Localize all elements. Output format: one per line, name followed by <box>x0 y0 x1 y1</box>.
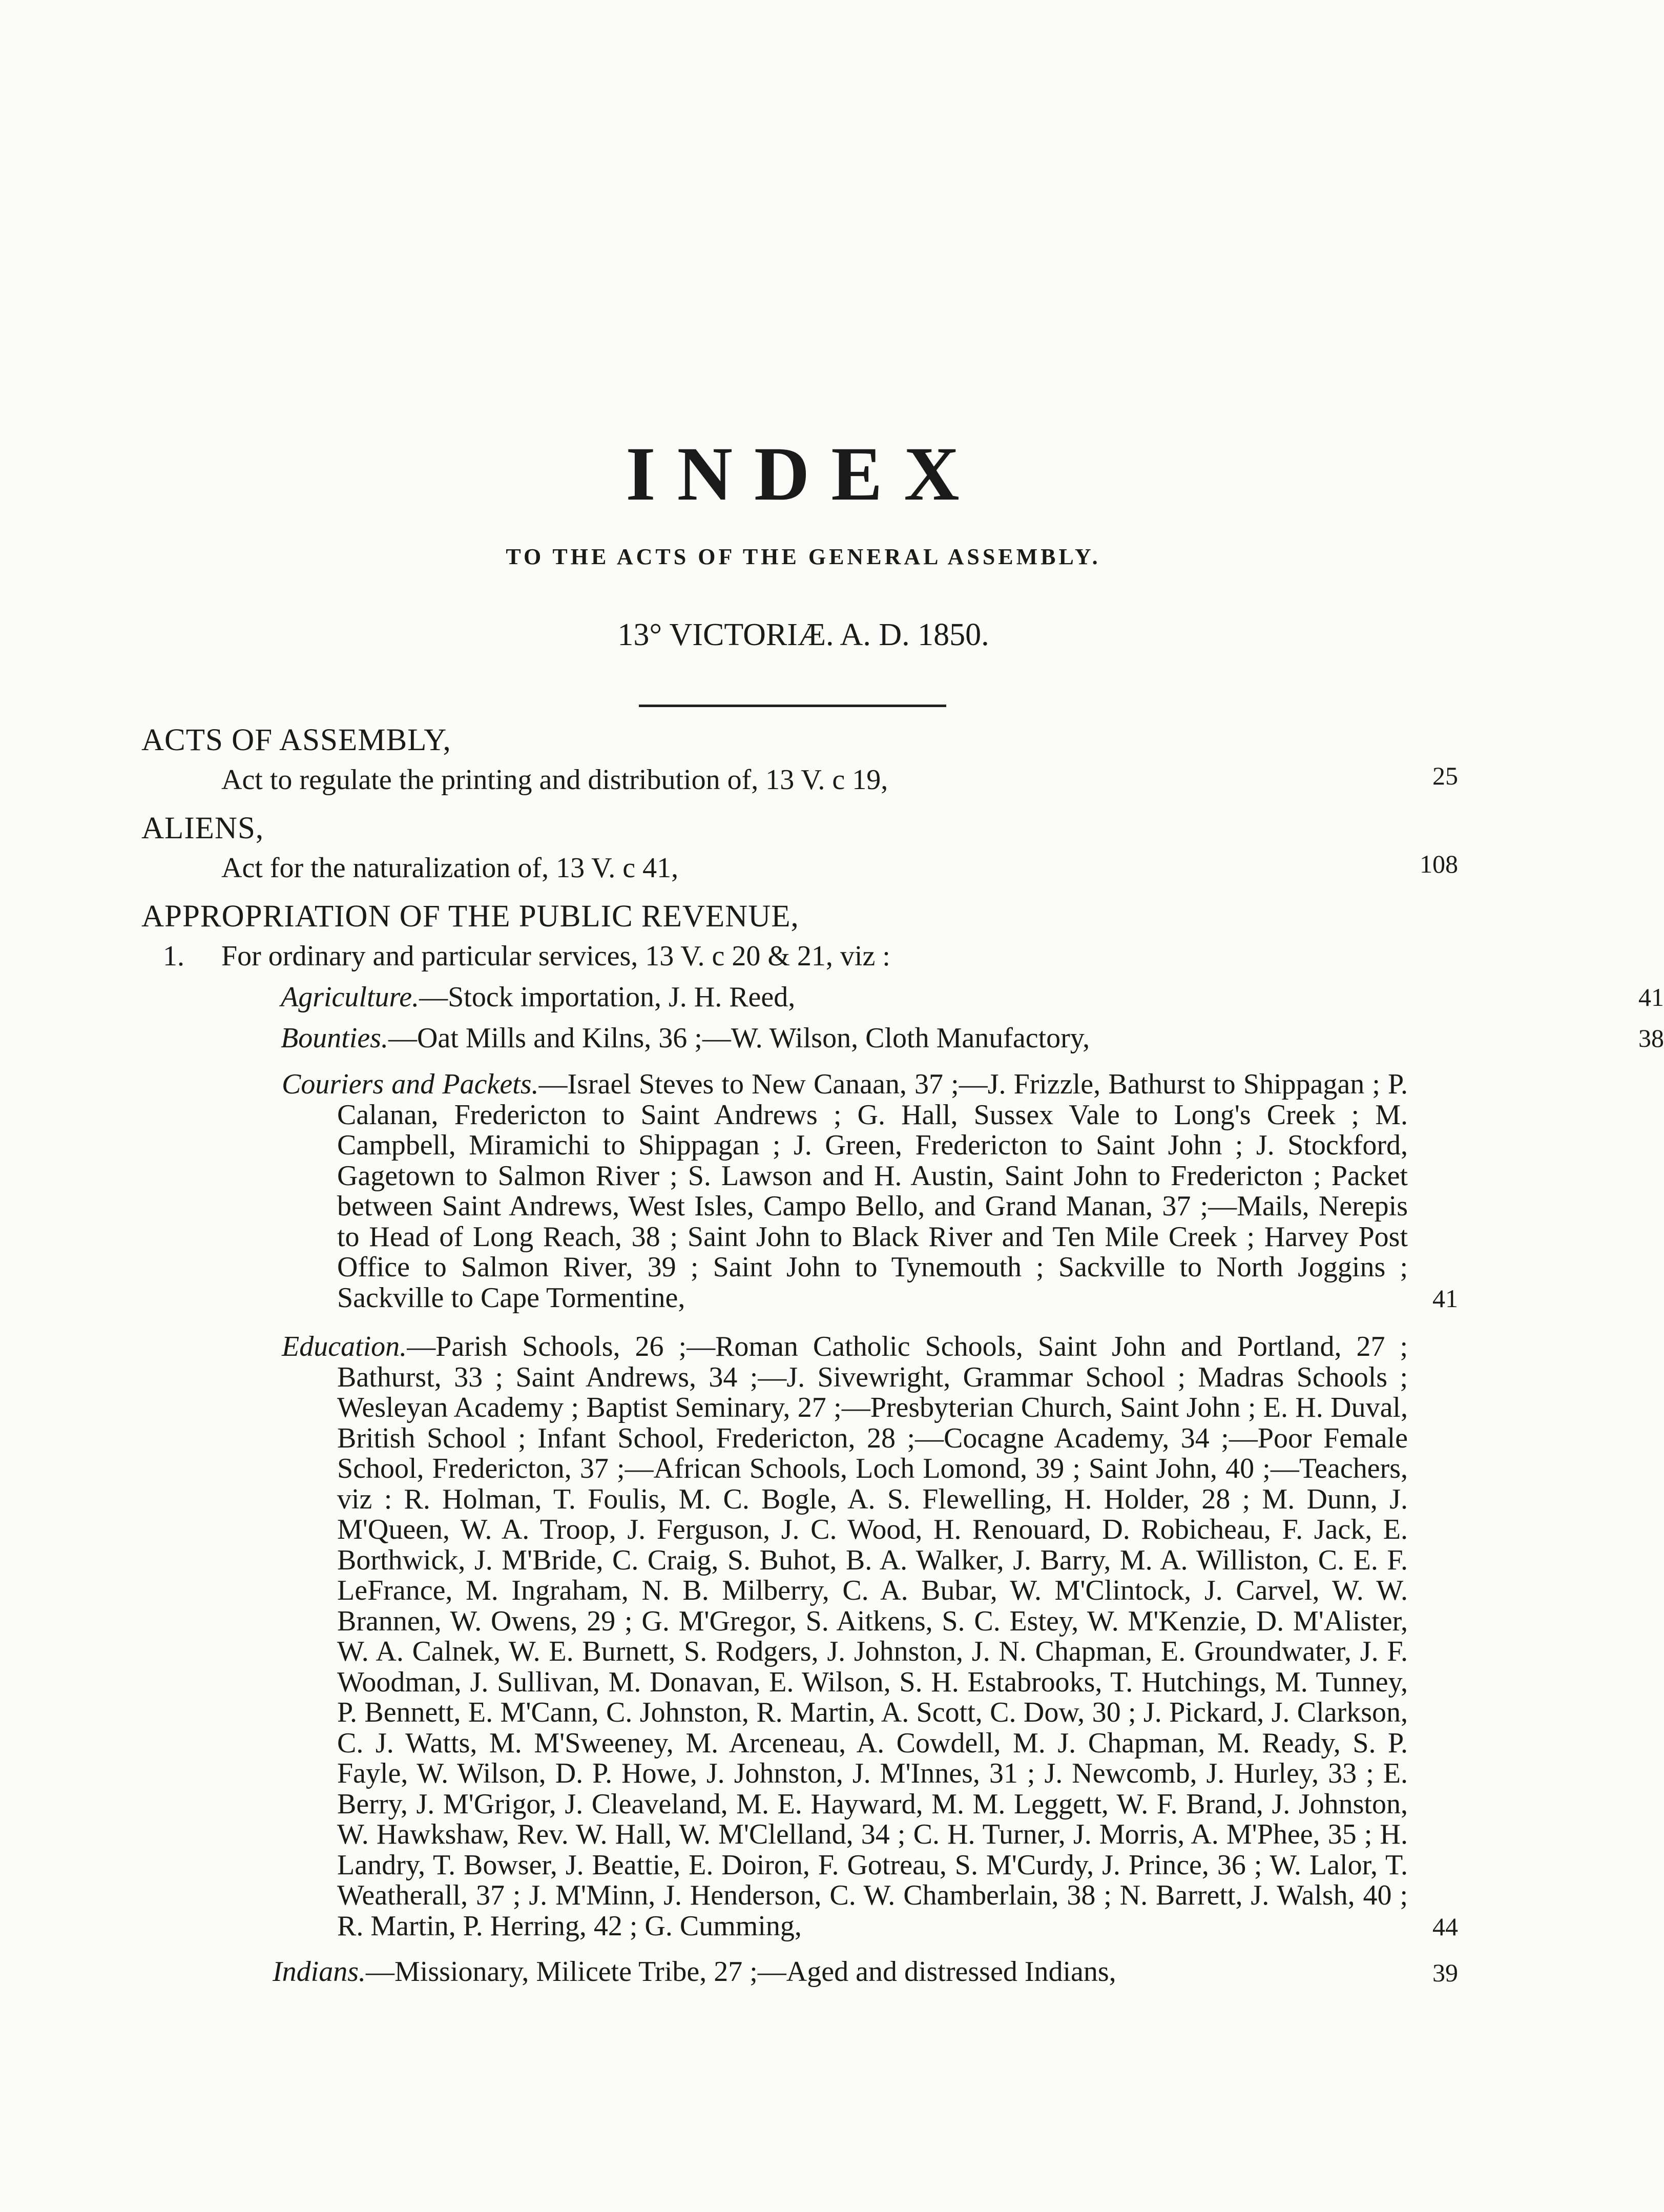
entry-acts-of-assembly <box>0 720 1607 799</box>
subentry-lead: Education. <box>282 1331 407 1362</box>
page-subtitle: TO THE ACTS OF THE GENERAL ASSEMBLY. <box>506 544 1101 569</box>
entry-line <box>0 937 1364 975</box>
subentry-text: —Missionary, Milicete Tribe, 27 ;—Aged and distressed Indians, <box>366 1956 1116 1988</box>
page-title: INDEX <box>626 431 981 516</box>
session-line: 13° VICTORIÆ. A. D. 1850. <box>617 617 989 652</box>
subentry-lead: Indians. <box>273 1956 366 1988</box>
entry-line <box>0 761 1364 799</box>
subentry-lead: Agriculture. <box>281 981 420 1013</box>
subentry-paragraph <box>0 1069 1408 1313</box>
subentry-lead: Bounties. <box>281 1022 388 1054</box>
title-rule <box>639 705 946 707</box>
subentry-education <box>0 1332 1607 1941</box>
page-reference: 38 <box>1638 1024 1664 1052</box>
subentry-couriers <box>0 1069 1607 1313</box>
entry-text: For ordinary and particular services, 13 V. c 20 & 21, viz : <box>221 940 890 972</box>
page-reference: 41 <box>1432 1284 1458 1313</box>
subentry-text: —Israel Steves to New Canaan, 37 ;—J. Frizzle, Bathurst to Shippagan ; P. Calanan, Fredericton to Saint Andrews ; G. Hall, Sussex Vale to Long's Creek ; M. Campbell, Miramichi to Shippagan ; J. Green, Fredericton to Saint John ; J. Stockford, Gagetown to Salmon River ; S. Lawson and H. Austin, Saint John to Fredericton ; Packet between Saint Andrews, West Isles, Campo Bello, and Grand Manan, 37 ;—Mails, Nerepis to Head of Long Reach, 38 ; Saint John to Black River and Ten Mile Creek ; Harvey Post Office to Salmon River, 39 ; Saint John to Tynemouth ; Sackville to North Joggins ; Sackville to Cape Tormentine, <box>337 1068 1408 1314</box>
page-reference: 44 <box>1432 1912 1458 1941</box>
item-number: 1. <box>163 940 184 972</box>
entry-heading: ACTS OF ASSEMBLY, <box>141 723 451 757</box>
page-reference: 108 <box>1420 850 1458 878</box>
subentry-text: —Stock importation, J. H. Reed, <box>419 981 796 1013</box>
entry-text: Act to regulate the printing and distribution of, 13 V. c 19, <box>221 764 888 796</box>
entry-appropriation <box>0 896 1664 1988</box>
subentry-agriculture <box>0 978 1664 1016</box>
subentry-lead: Couriers and Packets. <box>282 1068 539 1100</box>
page-reference: 39 <box>1432 1958 1458 1987</box>
entry-text: Act for the naturalization of, 13 V. c 41, <box>221 852 679 884</box>
subentry-paragraph <box>0 1957 1399 1988</box>
index-body <box>0 720 1664 1988</box>
entry-heading: APPROPRIATION OF THE PUBLIC REVENUE, <box>141 899 799 934</box>
subentry-indians <box>0 1957 1607 1988</box>
page-reference: 25 <box>1432 761 1458 790</box>
entry-heading: ALIENS, <box>141 811 264 845</box>
subentry-text: —Oat Mills and Kilns, 36 ;—W. Wilson, Cloth Manufactory, <box>388 1022 1090 1054</box>
subentry-bounties <box>0 1019 1664 1057</box>
subentry-paragraph <box>0 1332 1408 1941</box>
entry-line <box>0 849 1364 887</box>
entry-aliens <box>0 808 1607 887</box>
subentry-text: —Parish Schools, 26 ;—Roman Catholic Schools, Saint John and Portland, 27 ; Bathurst, 33 ; Saint Andrews, 34 ;—J. Sivewright, Grammar School ; Madras Schools ; Wesleyan Academy ; Baptist Seminary, 27 ;—Presbyterian Church, Saint John ; E. H. Duval, British School ; Infant School, Fredericton, 28 ;—Cocagne Academy, 34 ;—Poor Female School, Fredericton, 37 ;—African Schools, Loch Lomond, 39 ; Saint John, 40 ;—Teachers, viz : R. Holman, T. Foulis, M. C. Bogle, A. S. Flewelling, H. Holder, 28 ; M. Dunn, J. M'Queen, W. A. Troop, J. Ferguson, J. C. Wood, H. Renouard, D. Robicheau, F. Jack, E. Borthwick, J. M'Bride, C. Craig, S. Buhot, B. A. Walker, J. Barry, M. A. Williston, C. E. F. LeFrance, M. Ingraham, N. B. Milberry, C. A. Bubar, W. M'Clintock, J. Carvel, W. W. Brannen, W. Owens, 29 ; G. M'Gregor, S. Aitkens, S. C. Estey, W. M'Kenzie, D. M'Alister, W. A. Calnek, W. E. Burnett, S. Rodgers, J. Johnston, J. N. Chapman, E. Groundwater, J. F. Woodman, J. Sullivan, M. Donavan, E. Wilson, S. H. Estabrooks, T. Hutchings, M. Tunney, P. Bennett, E. M'Cann, C. Johnston, R. Martin, A. Scott, C. Dow, 30 ; J. Pickard, J. Clarkson, C. J. Watts, M. M'Sweeney, M. Arceneau, A. Cowdell, M. J. Chapman, M. Ready, S. P. Fayle, W. Wilson, D. P. Howe, J. Johnston, J. M'Innes, 31 ; J. Newcomb, J. Hurley, 33 ; E. Berry, J. M'Grigor, J. Cleaveland, M. E. Hayward, M. M. Leggett, W. F. Brand, J. Johnston, W. Hawkshaw, Rev. W. Hall, W. M'Clelland, 34 ; C. H. Turner, J. Morris, A. M'Phee, 35 ; H. Landry, T. Bowser, J. Beattie, E. Doiron, F. Gotreau, S. M'Curdy, J. Prince, 36 ; W. Lalor, T. Weatherall, 37 ; J. M'Minn, J. Henderson, C. W. Chamberlain, 38 ; N. Barrett, J. Walsh, 40 ; R. Martin, P. Herring, 42 ; G. Cumming, <box>337 1331 1408 1942</box>
page-reference: 41 <box>1638 983 1664 1011</box>
